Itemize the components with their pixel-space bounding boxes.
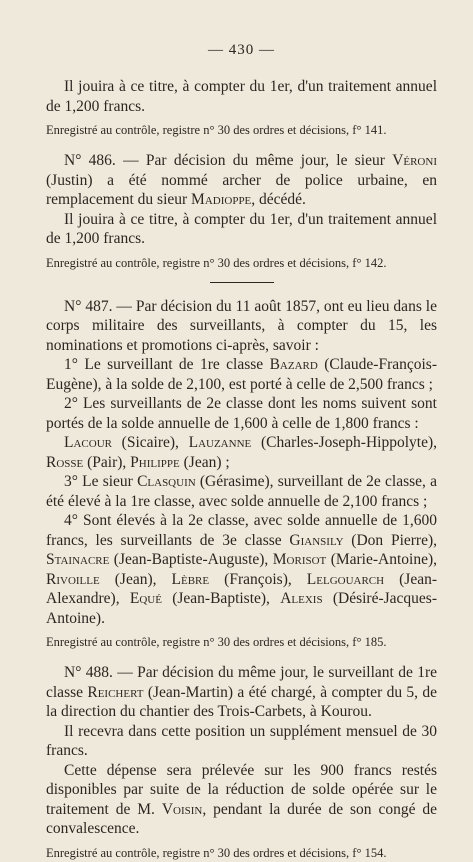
page-number: — 430 — (208, 42, 275, 58)
text-run: Enregistré au contrôle, registre n° 30 des ordres et décisions, f° 185. (46, 635, 387, 649)
text-run: N° 487. — Par décision du 11 août 1857, ont eu lieu dans le corps militaire des surveillants, à compter du 15, les nominations et promotions ci-après, savoir : (46, 297, 437, 354)
text-run: (Jean) ; (179, 453, 230, 471)
text-run: Enregistré au contrôle, registre n° 30 des ordres et décisions, f° 142. (46, 255, 387, 270)
text-run: , pendant la durée de son congé de convalescence. (46, 800, 437, 837)
text-run: Enregistré au contrôle, registre n° 30 des ordres et décisions, f° 141. (46, 123, 387, 137)
text-run: , décédé. (251, 191, 306, 208)
text-run: Il recevra dans cette position un supplément mensuel de 30 francs. (46, 722, 437, 759)
section-gap (46, 651, 437, 663)
para-487-item-3 (46, 472, 437, 511)
para-486-salary (46, 210, 437, 249)
text-run: (Désiré-Jacques-Antoine). (46, 590, 437, 627)
text-run: (Charles-Joseph-Hippolyte), (251, 434, 437, 451)
para-487-item-2-names (46, 433, 437, 472)
register-note-3 (46, 634, 437, 651)
person-name: Clasquin (137, 473, 196, 490)
section-gap (46, 139, 437, 151)
person-name: Rosse (46, 453, 84, 471)
text-run: (Sicaire), (111, 434, 189, 451)
person-name: Equé (129, 590, 162, 607)
person-name: Madioppe (191, 191, 252, 208)
person-name: Lelgouarch (306, 570, 385, 588)
text-run: (Jean-Martin) a été chargé, à compter du 5, de la direction du chantier des Trois-Carbets, à Kourou. (46, 683, 437, 720)
person-name: Giansily (289, 531, 344, 549)
register-note-4 (46, 845, 437, 862)
text-run: 1° Le surveillant de 1re classe (64, 356, 270, 373)
para-486 (46, 151, 437, 210)
person-name: Véroni (392, 152, 437, 169)
para-487-item-4 (46, 511, 437, 628)
para-continuation-1 (46, 77, 437, 116)
text-run: Enregistré au contrôle, registre n° 30 des ordres et décisions, f° 154. (46, 845, 387, 860)
text-run: 3° Le sieur (64, 473, 138, 490)
text-run: Il jouira à ce titre, à compter du 1er, d'un traitement annuel de 1,200 francs. (46, 78, 437, 115)
text-run: (François), (209, 570, 307, 588)
text-run: N° 486. — Par décision du même jour, le sieur (64, 152, 393, 169)
person-name: Voisin (161, 800, 203, 818)
text-run: (Justin) a été nommé archer de police urbaine, en remplacement du sieur (46, 171, 437, 208)
para-487-item-2 (46, 394, 437, 433)
text-run: (Marie-Antoine), (326, 551, 437, 568)
text-run: Il jouira à ce titre, à compter du 1er, d'un traitement annuel de 1,200 francs. (46, 210, 437, 247)
text-run: (Jean-Alexandre), (46, 570, 437, 607)
person-name: Rivoille (46, 570, 100, 588)
section-divider (210, 282, 274, 283)
person-name: Lèbre (171, 570, 210, 588)
register-note-2 (46, 255, 437, 272)
text-run: N° 488. — Par décision du même jour, le surveillant de 1re classe (46, 664, 437, 701)
person-name: Bazard (269, 356, 318, 373)
text-run: (Gérasime), surveillant de 2e classe, a été élevé à la 1re classe, avec solde annuelle de 2,100 francs ; (46, 473, 437, 510)
person-name: Stainacre (46, 551, 110, 568)
text-run: (Jean), (99, 570, 172, 588)
person-name: Philippe (130, 453, 180, 471)
text-run: 4° Sont élevés à la 2e classe, avec solde annuelle de 1,600 francs, les surveillants de 3e classe (46, 512, 437, 549)
para-487 (46, 297, 437, 356)
text-run: Cette dépense sera prélevée sur les 900 francs restés disponibles par suite de la réduction de solde opérée sur le traitement de M. (46, 761, 437, 818)
register-note-1 (46, 122, 437, 139)
para-488 (46, 663, 437, 722)
text-run: (Claude-François-Eugène), à la solde de 2,100, est porté à celle de 2,500 francs ; (46, 356, 438, 393)
document-body (46, 77, 437, 862)
person-name: Reichert (87, 683, 144, 701)
person-name: Alexis (280, 590, 323, 607)
person-name: Morisot (272, 551, 327, 568)
text-run: (Pair), (83, 453, 131, 471)
person-name: Lauzanne (188, 434, 252, 451)
person-name: Lacour (64, 434, 112, 451)
para-488-supplement (46, 722, 437, 761)
text-run: (Jean-Baptiste), (161, 590, 281, 607)
para-487-item-1 (46, 355, 437, 394)
text-run: (Jean-Baptiste-Auguste), (109, 551, 273, 568)
text-run: (Don Pierre), (343, 531, 437, 549)
text-run: 2° Les surveillants de 2e classe dont les noms suivent sont portés de la solde annuelle de 1,600 à celle de 1,800 francs : (46, 395, 437, 432)
